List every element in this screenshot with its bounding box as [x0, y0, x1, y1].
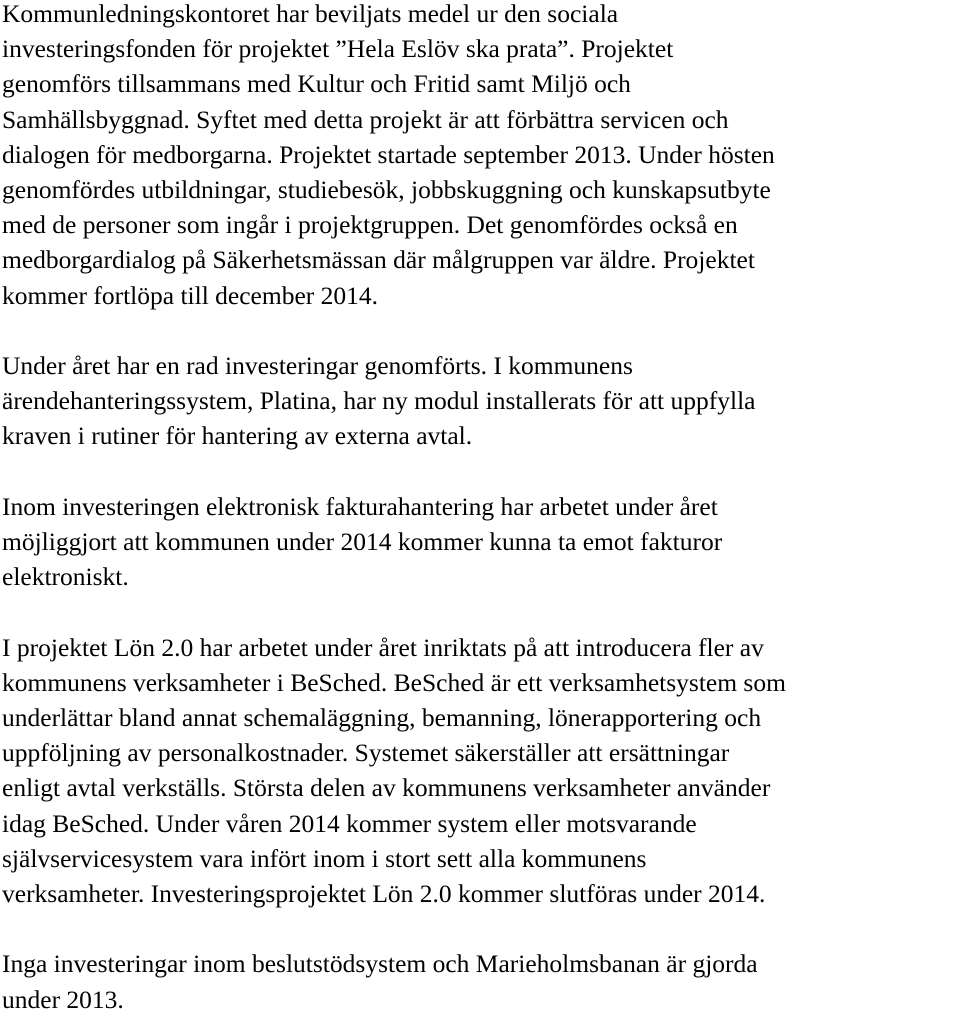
text-line: medborgardialog på Säkerhetsmässan där målgruppen var äldre. Projektet [2, 245, 755, 275]
text-line: idag BeSched. Under våren 2014 kommer system eller motsvarande [2, 808, 697, 838]
paragraph-electronic-invoicing [2, 489, 960, 595]
text-line: elektroniskt. [2, 562, 129, 592]
text-line: uppföljning av personalkostnader. Systemet säkerställer att ersättningar [2, 738, 730, 768]
text-line: under 2013. [2, 984, 124, 1014]
paragraph-no-investments [2, 946, 960, 1016]
text-line: dialogen för medborgarna. Projektet startade september 2013. Under hösten [2, 139, 775, 169]
paragraph-social-investment-project [2, 0, 960, 313]
text-line: genomfördes utbildningar, studiebesök, jobbskuggning och kunskapsutbyte [2, 175, 771, 205]
text-line: självservicesystem vara infört inom i stort sett alla kommunens [2, 843, 647, 873]
text-line: verksamheter. Investeringsprojektet Lön 2.0 kommer slutföras under 2014. [2, 879, 766, 909]
text-line: möjliggjort att kommunen under 2014 kommer kunna ta emot fakturor [2, 527, 723, 557]
text-line: kommunens verksamheter i BeSched. BeSched är ett verksamhetsystem som [2, 667, 786, 697]
text-line: ärendehanteringssystem, Platina, har ny modul installerats för att uppfylla [2, 386, 756, 416]
text-line: underlättar bland annat schemaläggning, bemanning, lönerapportering och [2, 703, 762, 733]
text-line: kraven i rutiner för hantering av externa avtal. [2, 421, 473, 451]
text-line: Inom investeringen elektronisk fakturahantering har arbetet under året [2, 491, 718, 521]
text-line: I projektet Lön 2.0 har arbetet under året inriktats på att introducera fler av [2, 632, 764, 662]
text-line: Under året har en rad investeringar genomförts. I kommunens [2, 351, 633, 381]
text-line: kommer fortlöpa till december 2014. [2, 280, 379, 310]
text-line: investeringsfonden för projektet ”Hela Eslöv ska prata”. Projektet [2, 34, 674, 64]
text-line: med de personer som ingår i projektgruppen. Det genomfördes också en [2, 210, 738, 240]
text-line: Samhällsbyggnad. Syftet med detta projekt är att förbättra servicen och [2, 104, 729, 134]
text-line: enligt avtal verkställs. Största delen av kommunens verksamheter använder [2, 773, 771, 803]
text-line: Kommunledningskontoret har beviljats medel ur den sociala [2, 0, 619, 28]
text-line: Inga investeringar inom beslutstödsystem och Marieholmsbanan är gjorda [2, 949, 758, 979]
text-line: genomförs tillsammans med Kultur och Fritid samt Miljö och [2, 69, 631, 99]
paragraph-lon-2-0-besched [2, 630, 960, 912]
paragraph-platina-investments [2, 348, 960, 454]
